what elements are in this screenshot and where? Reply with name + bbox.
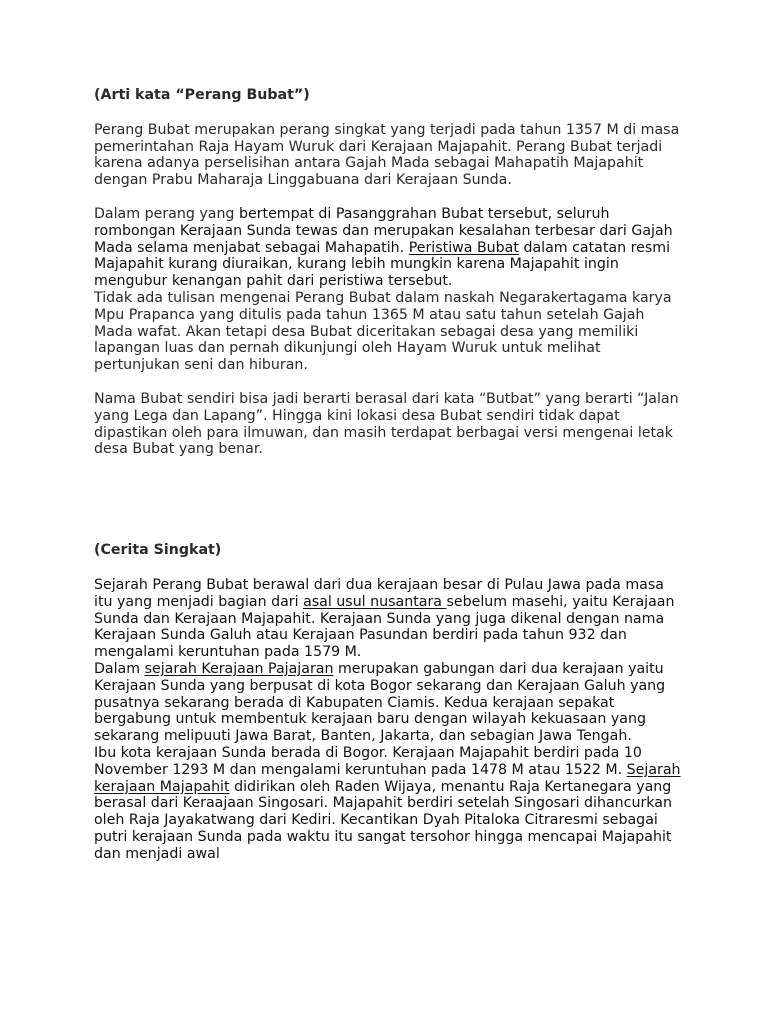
paragraph-text: merupakan gabungan dari dua kerajaan yaitu Kerajaan Sunda yang berpusat di kota Bogor sekarang dan Kerajaan Galuh yang pusatnya sekarang berada di Kabupaten Ciamis. Kedua kerajaan sepakat bergabung untuk membentuk kerajaan baru dengan wilayah kekuasaan yang sekarang melipuuti Jawa Barat, Banten, Jakarta, dan sebagian Jawa Tengah. — [94, 660, 666, 745]
section-heading-arti-kata: (Arti kata “Perang Bubat”) — [94, 87, 310, 103]
section-gap — [94, 458, 684, 542]
paragraph: Nama Bubat sendiri bisa jadi berarti berasal dari kata “Butbat” yang berarti “Jalan yang Lega dan Lapang”. Hingga kini lokasi desa Bubat sendiri tidak dapat dipastikan oleh para ilmuwan, dan masih terdapat berbagai versi mengenai letak desa Bubat yang benar. — [94, 390, 679, 458]
paragraph — [94, 661, 684, 745]
paragraph-text: didirikan oleh Raden Wijaya, menantu Raja Kertanegara yang berasal dari Keraajaan Singosari. Majapahit berdiri setelah Singosari dihancurkan oleh Raja Jayakatwang dari Kediri. Kecantikan Dyah Pitaloka Citraresmi sebagai putri kerajaan Sunda pada waktu itu sangat tersohor hingga mencapai Majapahit dan menjadi awal — [94, 778, 672, 862]
paragraph-gap — [94, 189, 684, 206]
paragraph: Perang Bubat merupakan perang singkat yang terjadi pada tahun 1357 M di masa pemerintahan Raja Hayam Wuruk dari Kerajaan Majapahit. Perang Bubat terjadi karena adanya perselisihan antara Gajah Mada sebagai Mahapatih Majapahit dengan Prabu Maharaja Linggabuana dari Kerajaan Sunda. — [94, 121, 680, 189]
section-heading-cerita-singkat: (Cerita Singkat) — [94, 542, 222, 559]
paragraph-text: bertempat di Pasanggrahan Bubat tersebut, seluruh rombongan Kerajaan Sunda tewas dan merupakan kesalahan terbesar dari Gajah Mada selama menjabat sebagai Mahapatih. — [94, 205, 673, 256]
paragraph: Tidak ada tulisan mengenai Perang Bubat dalam naskah Negarakertagama karya Mpu Prapanca yang ditulis pada tahun 1365 M atau satu tahun setelah Gajah Mada wafat. Akan tetapi desa Bubat diceritakan sebagai desa yang memiliki lapangan luas dan pernah dikunjungi oleh Hayam Wuruk untuk melihat pertunjukan seni dan hiburan. — [94, 289, 672, 374]
link-peristiwa-bubat[interactable]: Peristiwa Bubat — [408, 239, 519, 256]
paragraph-text: Sejarah Perang Bubat berawal dari dua kerajaan besar di Pulau Jawa pada masa itu yang menjadi bagian dari — [94, 576, 664, 610]
paragraph — [94, 577, 684, 661]
paragraph-text: Dalam — [94, 660, 145, 677]
link-sejarah-kerajaan-majapahit[interactable]: Sejarah kerajaan Majapahit — [94, 761, 681, 795]
link-asal-usul-nusantara[interactable]: asal usul nusantara — [303, 593, 447, 610]
document-body — [94, 87, 684, 862]
paragraph-text: Dalam perang yang — [94, 205, 239, 222]
paragraph — [94, 206, 684, 290]
paragraph-text: dalam catatan resmi Majapahit kurang diuraikan, kurang lebih mungkin karena Majapahit ingin mengubur kenangan pahit dari peristiwa tersebut. — [94, 239, 671, 290]
paragraph — [94, 745, 684, 863]
paragraph-gap — [94, 374, 684, 391]
paragraph-text: sebelum masehi, yaitu Kerajaan Sunda dan Kerajaan Majapahit. Kerajaan Sunda yang juga dikenal dengan nama Kerajaan Sunda Galuh atau Kerajaan Pasundan berdiri pada tahun 932 dan mengalami keruntuhan pada 1579 M. — [94, 593, 675, 661]
link-sejarah-kerajaan-pajajaran[interactable]: sejarah Kerajaan Pajajaran — [144, 660, 334, 677]
paragraph-text: Ibu kota kerajaan Sunda berada di Bogor. Kerajaan Majapahit berdiri pada 10 November 1293 M dan mengalami keruntuhan pada 1478 M atau 1522 M. — [94, 744, 642, 778]
